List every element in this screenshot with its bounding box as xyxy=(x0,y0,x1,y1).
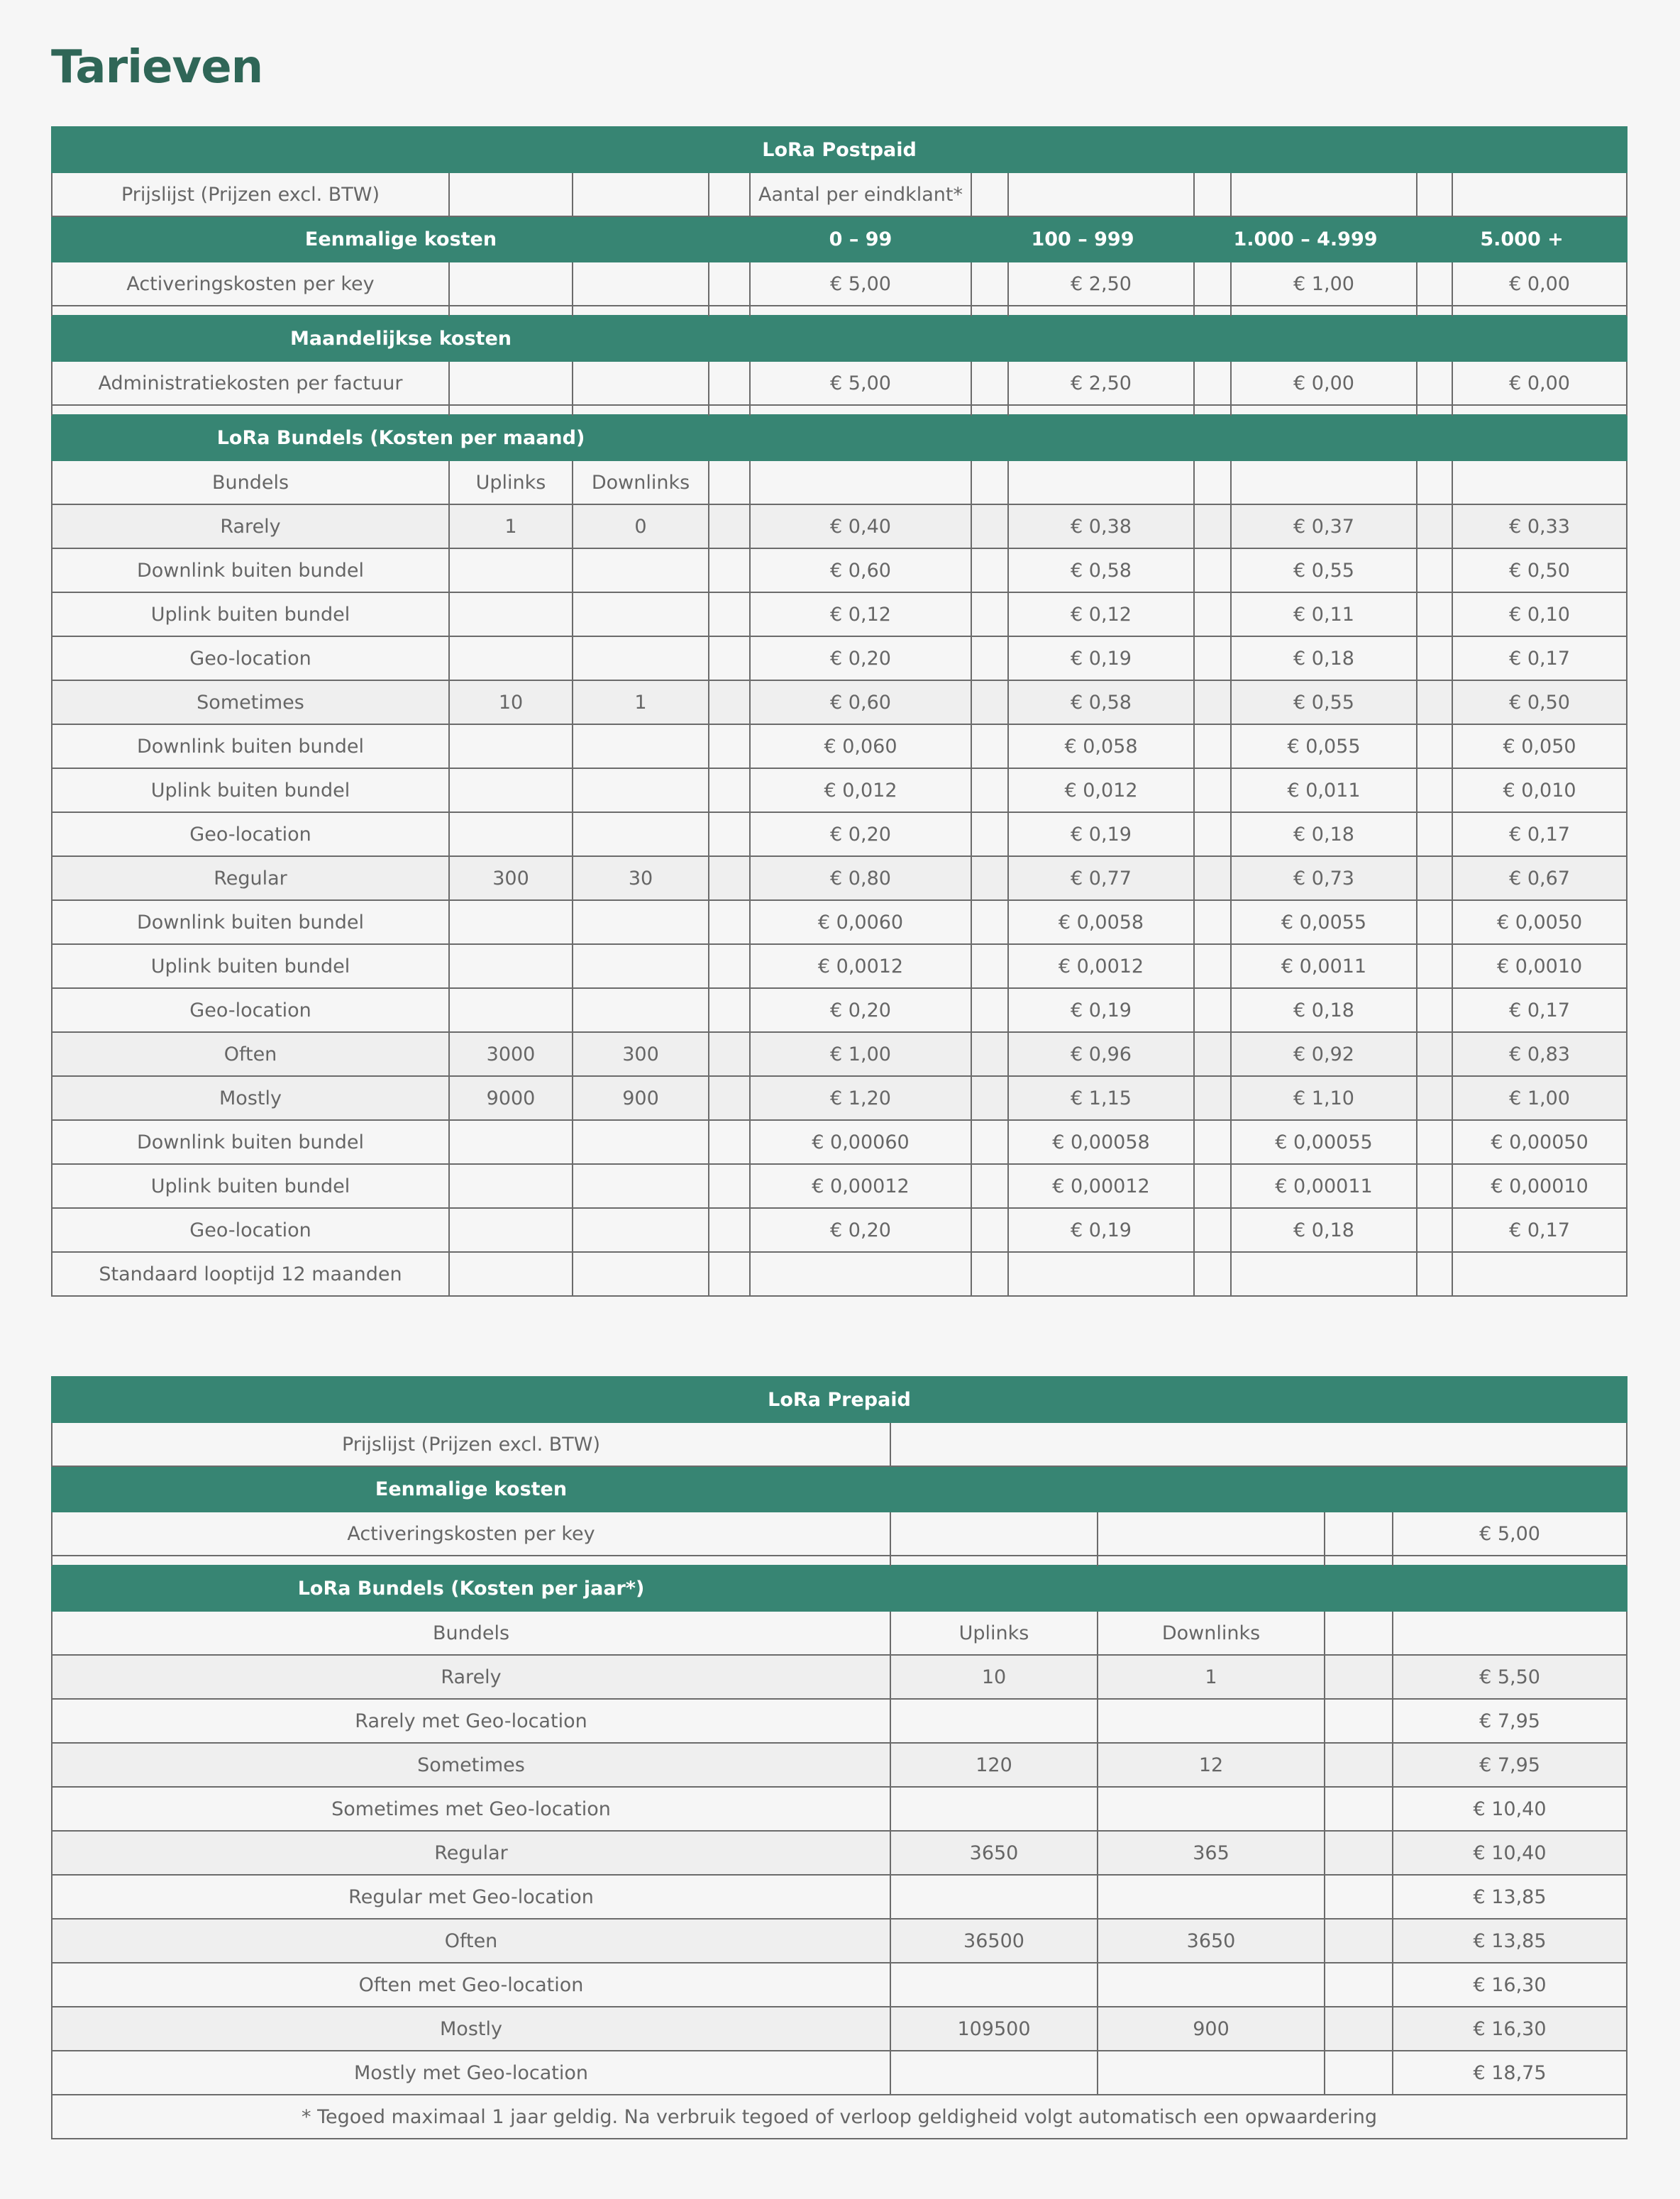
price-cell: € 0,00 xyxy=(1231,361,1417,405)
uplinks-cell: 10 xyxy=(449,680,573,724)
price-cell: € 0,18 xyxy=(1231,988,1417,1032)
col-bundles: Bundels xyxy=(52,1611,890,1655)
price-cell: € 0,00060 xyxy=(750,1120,971,1164)
price-cell: € 0,00011 xyxy=(1231,1164,1417,1208)
price-cell xyxy=(1231,1252,1417,1296)
downlinks-cell xyxy=(573,636,709,680)
uplinks-cell xyxy=(890,1963,1098,2007)
bundle-label: Downlink buiten bundel xyxy=(52,724,449,768)
uplinks-cell xyxy=(449,1120,573,1164)
table-row xyxy=(52,1252,1627,1296)
price-cell: € 0,0012 xyxy=(1008,944,1194,988)
postpaid-table xyxy=(51,126,1628,1297)
uplinks-cell xyxy=(890,1787,1098,1831)
uplinks-cell xyxy=(890,1875,1098,1919)
prepaid-title: LoRa Prepaid xyxy=(52,1377,1627,1422)
price-cell: € 0,20 xyxy=(750,812,971,856)
price-cell: € 0,012 xyxy=(1008,768,1194,812)
table-row xyxy=(52,812,1627,856)
uplinks-cell xyxy=(449,592,573,636)
price-cell: € 0,00058 xyxy=(1008,1120,1194,1164)
col-downlinks: Downlinks xyxy=(1098,1611,1325,1655)
pricelist-label: Prijslijst (Prijzen excl. BTW) xyxy=(52,172,449,216)
price-cell: € 0,19 xyxy=(1008,1208,1194,1252)
price-cell: € 0,58 xyxy=(1008,548,1194,592)
uplinks-cell xyxy=(890,2051,1098,2095)
table-row xyxy=(52,1164,1627,1208)
price-cell xyxy=(750,1252,971,1296)
downlinks-cell: 900 xyxy=(573,1076,709,1120)
tier-header: 0 – 99 xyxy=(750,216,971,262)
bundle-label: Downlink buiten bundel xyxy=(52,1120,449,1164)
footnote-row xyxy=(52,2095,1627,2139)
downlinks-cell xyxy=(573,900,709,944)
price-cell: € 0,60 xyxy=(750,548,971,592)
table-row xyxy=(52,1699,1627,1743)
table-row xyxy=(52,988,1627,1032)
table-row xyxy=(52,504,1627,548)
bundle-label: Mostly met Geo-location xyxy=(52,2051,890,2095)
bundle-label: Mostly xyxy=(52,1076,449,1120)
downlinks-cell xyxy=(573,1120,709,1164)
price-cell: € 0,19 xyxy=(1008,812,1194,856)
onetime-header: Eenmalige kosten xyxy=(52,1466,890,1512)
price-cell: € 0,20 xyxy=(750,1208,971,1252)
price-cell: € 0,18 xyxy=(1231,636,1417,680)
bundle-label: Regular met Geo-location xyxy=(52,1875,890,1919)
bundle-label: Often xyxy=(52,1032,449,1076)
table-row xyxy=(52,2051,1627,2095)
price-cell: € 0,55 xyxy=(1231,680,1417,724)
pricelist-label: Prijslijst (Prijzen excl. BTW) xyxy=(52,1422,890,1466)
price-cell: € 0,055 xyxy=(1231,724,1417,768)
price-cell: € 0,0012 xyxy=(750,944,971,988)
table-row xyxy=(52,2007,1627,2051)
price-cell: € 0,00055 xyxy=(1231,1120,1417,1164)
price-cell: € 0,0058 xyxy=(1008,900,1194,944)
price-cell: € 0,17 xyxy=(1452,636,1627,680)
activation-label: Activeringskosten per key xyxy=(52,1512,890,1556)
bundle-label: Regular xyxy=(52,856,449,900)
downlinks-cell xyxy=(573,812,709,856)
bundle-label: Often met Geo-location xyxy=(52,1963,890,2007)
uplinks-cell: 120 xyxy=(890,1743,1098,1787)
onetime-header: Eenmalige kosten xyxy=(52,216,750,262)
price-cell: € 0,00012 xyxy=(1008,1164,1194,1208)
table-row xyxy=(52,724,1627,768)
bundle-label: Geo-location xyxy=(52,988,449,1032)
bundle-label: Uplink buiten bundel xyxy=(52,592,449,636)
price-cell: € 0,18 xyxy=(1231,1208,1417,1252)
uplinks-cell xyxy=(449,724,573,768)
uplinks-cell xyxy=(449,900,573,944)
downlinks-cell xyxy=(1098,1875,1325,1919)
price-cell: € 1,00 xyxy=(1231,262,1417,306)
table-row xyxy=(52,1787,1627,1831)
price-cell: € 0,67 xyxy=(1452,856,1627,900)
price-cell: € 0,19 xyxy=(1008,988,1194,1032)
tier-header: 5.000 + xyxy=(1417,216,1627,262)
table-row xyxy=(52,1655,1627,1699)
price-cell: € 0,012 xyxy=(750,768,971,812)
price-cell: € 1,10 xyxy=(1231,1076,1417,1120)
bundle-label: Rarely xyxy=(52,1655,890,1699)
uplinks-cell: 300 xyxy=(449,856,573,900)
uplinks-cell xyxy=(449,1208,573,1252)
price-cell: € 0,20 xyxy=(750,988,971,1032)
price-cell: € 1,15 xyxy=(1008,1076,1194,1120)
postpaid-title: LoRa Postpaid xyxy=(52,127,1627,172)
downlinks-cell xyxy=(573,1252,709,1296)
price-cell: € 0,38 xyxy=(1008,504,1194,548)
price-cell: € 0,50 xyxy=(1452,548,1627,592)
downlinks-cell: 3650 xyxy=(1098,1919,1325,1963)
table-row xyxy=(52,900,1627,944)
bundle-label: Sometimes xyxy=(52,1743,890,1787)
downlinks-cell: 0 xyxy=(573,504,709,548)
price-cell: € 0,17 xyxy=(1452,988,1627,1032)
downlinks-cell xyxy=(573,944,709,988)
amount-label: Aantal per eindklant* xyxy=(750,172,971,216)
col-bundles: Bundels xyxy=(52,460,449,504)
price-cell: € 0,77 xyxy=(1008,856,1194,900)
price-cell: € 13,85 xyxy=(1393,1875,1627,1919)
uplinks-cell: 3000 xyxy=(449,1032,573,1076)
price-cell: € 2,50 xyxy=(1008,361,1194,405)
price-cell: € 0,17 xyxy=(1452,1208,1627,1252)
price-cell: € 5,00 xyxy=(1393,1512,1627,1556)
price-cell: € 0,010 xyxy=(1452,768,1627,812)
downlinks-cell xyxy=(573,1208,709,1252)
bundle-label: Downlink buiten bundel xyxy=(52,900,449,944)
price-cell: € 10,40 xyxy=(1393,1831,1627,1875)
uplinks-cell xyxy=(449,944,573,988)
price-cell: € 0,12 xyxy=(750,592,971,636)
downlinks-cell xyxy=(573,988,709,1032)
bundle-label: Mostly xyxy=(52,2007,890,2051)
price-cell: € 0,0011 xyxy=(1231,944,1417,988)
price-cell: € 0,0050 xyxy=(1452,900,1627,944)
price-cell: € 0,0010 xyxy=(1452,944,1627,988)
price-cell: € 5,00 xyxy=(750,262,971,306)
uplinks-cell xyxy=(449,768,573,812)
price-cell: € 0,33 xyxy=(1452,504,1627,548)
bundle-label: Sometimes met Geo-location xyxy=(52,1787,890,1831)
bundle-label: Geo-location xyxy=(52,1208,449,1252)
bundle-label: Uplink buiten bundel xyxy=(52,1164,449,1208)
price-cell: € 7,95 xyxy=(1393,1699,1627,1743)
bundle-label: Sometimes xyxy=(52,680,449,724)
price-cell: € 0,55 xyxy=(1231,548,1417,592)
downlinks-cell: 12 xyxy=(1098,1743,1325,1787)
price-cell: € 0,20 xyxy=(750,636,971,680)
price-cell: € 0,58 xyxy=(1008,680,1194,724)
table-row xyxy=(52,548,1627,592)
downlinks-cell: 365 xyxy=(1098,1831,1325,1875)
table-row xyxy=(52,1963,1627,2007)
table-row xyxy=(52,592,1627,636)
downlinks-cell xyxy=(1098,1787,1325,1831)
uplinks-cell xyxy=(449,1252,573,1296)
downlinks-cell xyxy=(573,1164,709,1208)
price-cell: € 0,0055 xyxy=(1231,900,1417,944)
price-cell: € 1,20 xyxy=(750,1076,971,1120)
price-cell: € 16,30 xyxy=(1393,1963,1627,2007)
bundle-label: Geo-location xyxy=(52,636,449,680)
bundle-label: Geo-location xyxy=(52,812,449,856)
bundle-label: Standaard looptijd 12 maanden xyxy=(52,1252,449,1296)
uplinks-cell: 3650 xyxy=(890,1831,1098,1875)
table-row xyxy=(52,1032,1627,1076)
price-cell: € 16,30 xyxy=(1393,2007,1627,2051)
footnote: * Tegoed maximaal 1 jaar geldig. Na verbruik tegoed of verloop geldigheid volgt automatisch een opwaardering xyxy=(52,2095,1627,2139)
uplinks-cell: 109500 xyxy=(890,2007,1098,2051)
downlinks-cell xyxy=(573,724,709,768)
uplinks-cell xyxy=(449,988,573,1032)
tier-header: 1.000 – 4.999 xyxy=(1194,216,1417,262)
table-row xyxy=(52,1743,1627,1787)
table-row xyxy=(52,1875,1627,1919)
uplinks-cell: 9000 xyxy=(449,1076,573,1120)
price-cell: € 0,060 xyxy=(750,724,971,768)
bundle-label: Rarely met Geo-location xyxy=(52,1699,890,1743)
uplinks-cell xyxy=(449,812,573,856)
price-cell: € 0,96 xyxy=(1008,1032,1194,1076)
activation-label: Activeringskosten per key xyxy=(52,262,449,306)
price-cell: € 0,10 xyxy=(1452,592,1627,636)
downlinks-cell xyxy=(1098,1963,1325,2007)
price-cell: € 0,19 xyxy=(1008,636,1194,680)
price-cell: € 0,92 xyxy=(1231,1032,1417,1076)
table-row xyxy=(52,1831,1627,1875)
price-cell: € 0,50 xyxy=(1452,680,1627,724)
price-cell: € 0,11 xyxy=(1231,592,1417,636)
table-row xyxy=(52,1120,1627,1164)
uplinks-cell: 36500 xyxy=(890,1919,1098,1963)
price-cell: € 0,011 xyxy=(1231,768,1417,812)
table-row xyxy=(52,1919,1627,1963)
table-row xyxy=(52,1208,1627,1252)
price-cell: € 2,50 xyxy=(1008,262,1194,306)
uplinks-cell xyxy=(449,1164,573,1208)
price-cell: € 0,60 xyxy=(750,680,971,724)
price-cell: € 0,17 xyxy=(1452,812,1627,856)
price-cell: € 0,83 xyxy=(1452,1032,1627,1076)
tier-header: 100 – 999 xyxy=(971,216,1194,262)
price-cell: € 1,00 xyxy=(750,1032,971,1076)
price-cell: € 0,12 xyxy=(1008,592,1194,636)
price-cell: € 0,00 xyxy=(1452,262,1627,306)
price-cell xyxy=(1452,1252,1627,1296)
col-uplinks: Uplinks xyxy=(449,460,573,504)
downlinks-cell xyxy=(573,548,709,592)
price-cell xyxy=(1008,1252,1194,1296)
price-cell: € 0,00012 xyxy=(750,1164,971,1208)
table-row xyxy=(52,944,1627,988)
table-row xyxy=(52,856,1627,900)
price-cell: € 13,85 xyxy=(1393,1919,1627,1963)
price-cell: € 10,40 xyxy=(1393,1787,1627,1831)
price-cell: € 0,050 xyxy=(1452,724,1627,768)
downlinks-cell xyxy=(573,768,709,812)
table-row xyxy=(52,680,1627,724)
price-cell: € 0,058 xyxy=(1008,724,1194,768)
price-cell: € 18,75 xyxy=(1393,2051,1627,2095)
price-cell: € 0,00050 xyxy=(1452,1120,1627,1164)
downlinks-cell: 900 xyxy=(1098,2007,1325,2051)
price-cell: € 0,0060 xyxy=(750,900,971,944)
bundles-header: LoRa Bundels (Kosten per maand) xyxy=(52,415,750,460)
bundle-label: Often xyxy=(52,1919,890,1963)
bundle-label: Regular xyxy=(52,1831,890,1875)
downlinks-cell: 1 xyxy=(1098,1655,1325,1699)
uplinks-cell xyxy=(890,1699,1098,1743)
bundle-label: Downlink buiten bundel xyxy=(52,548,449,592)
price-cell: € 0,18 xyxy=(1231,812,1417,856)
bundles-header: LoRa Bundels (Kosten per jaar*) xyxy=(52,1566,890,1611)
price-cell: € 0,73 xyxy=(1231,856,1417,900)
uplinks-cell: 1 xyxy=(449,504,573,548)
downlinks-cell: 1 xyxy=(573,680,709,724)
price-cell: € 7,95 xyxy=(1393,1743,1627,1787)
price-cell: € 0,00010 xyxy=(1452,1164,1627,1208)
prepaid-table xyxy=(51,1376,1628,2139)
price-cell: € 5,50 xyxy=(1393,1655,1627,1699)
price-cell: € 0,00 xyxy=(1452,361,1627,405)
downlinks-cell xyxy=(1098,1699,1325,1743)
uplinks-cell xyxy=(449,636,573,680)
uplinks-cell xyxy=(449,548,573,592)
bundle-label: Uplink buiten bundel xyxy=(52,944,449,988)
col-uplinks: Uplinks xyxy=(890,1611,1098,1655)
price-cell: € 5,00 xyxy=(750,361,971,405)
price-cell: € 0,80 xyxy=(750,856,971,900)
downlinks-cell xyxy=(573,592,709,636)
page-title: Tarieven xyxy=(51,41,263,94)
table-row xyxy=(52,768,1627,812)
uplinks-cell: 10 xyxy=(890,1655,1098,1699)
table-row xyxy=(52,636,1627,680)
price-cell: € 1,00 xyxy=(1452,1076,1627,1120)
bundle-label: Rarely xyxy=(52,504,449,548)
price-cell: € 0,40 xyxy=(750,504,971,548)
downlinks-cell xyxy=(1098,2051,1325,2095)
table-row xyxy=(52,1076,1627,1120)
price-cell: € 0,37 xyxy=(1231,504,1417,548)
monthly-header: Maandelijkse kosten xyxy=(52,316,750,361)
bundle-label: Uplink buiten bundel xyxy=(52,768,449,812)
admin-label: Administratiekosten per factuur xyxy=(52,361,449,405)
downlinks-cell: 300 xyxy=(573,1032,709,1076)
col-downlinks: Downlinks xyxy=(573,460,709,504)
downlinks-cell: 30 xyxy=(573,856,709,900)
